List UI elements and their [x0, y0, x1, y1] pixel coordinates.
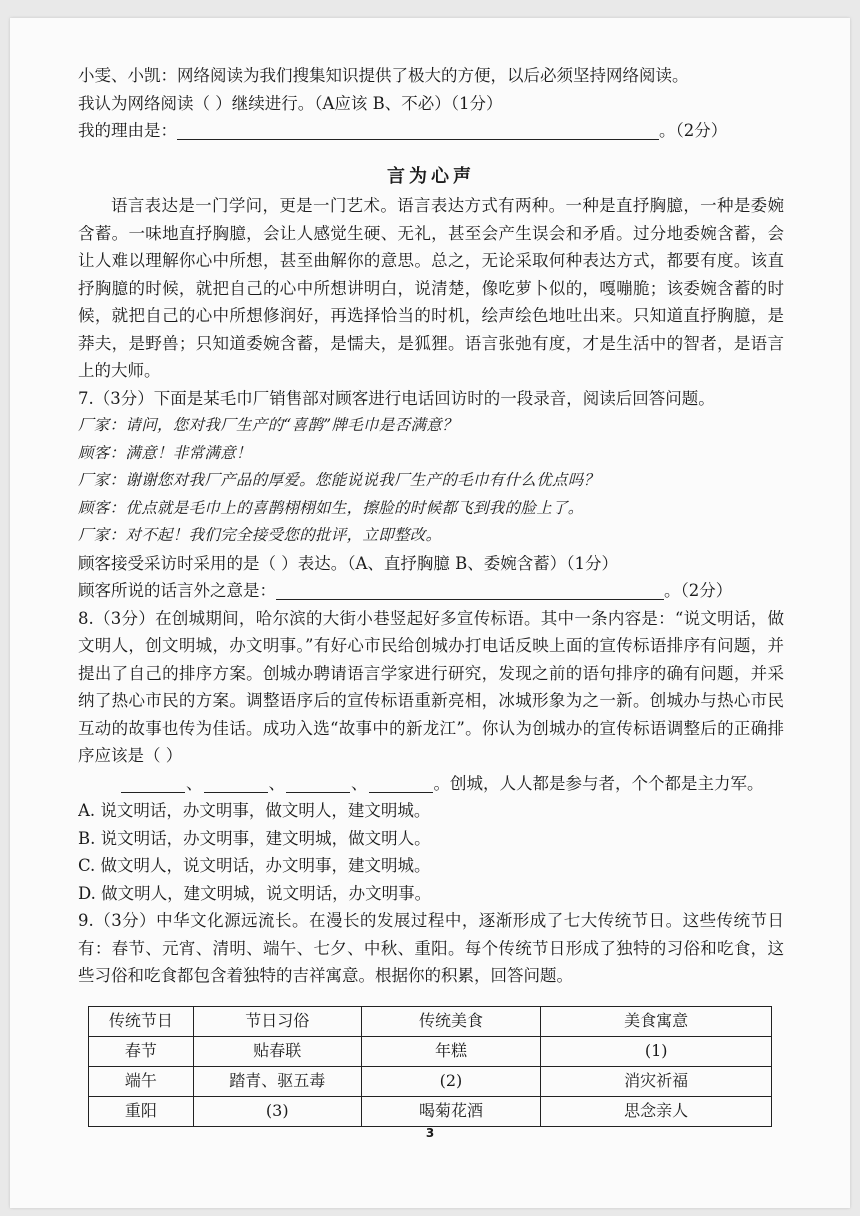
q8-option-b: B. 说文明话，办文明事，建文明城，做文明人。	[78, 828, 431, 848]
reason-label: 我的理由是：	[78, 121, 177, 140]
table-cell-answer[interactable]: (3)	[193, 1096, 361, 1126]
q8-blank[interactable]	[369, 774, 433, 793]
q7-sub2	[78, 577, 784, 605]
q8-blanks-row: 、 、 、 。创城，人人都是参与者，个个都是主力军。	[78, 770, 784, 798]
q7-sub2-label: 顾客所说的话言外之意是：	[78, 581, 276, 600]
q7-dialogue-line: 厂家：谢谢您对我厂产品的厚爱。您能说说我厂生产的毛巾有什么优点吗？	[78, 471, 600, 489]
table-cell: 端午	[89, 1066, 194, 1096]
table-cell: 春节	[89, 1036, 194, 1066]
table-cell: 思念亲人	[541, 1096, 772, 1126]
q7-sub1: 顾客接受采访时采用的是（ ）表达。（A、直抒胸臆 B、委婉含蓄）（1分）	[78, 553, 619, 573]
table-cell: 重阳	[89, 1096, 194, 1126]
table-cell: 踏青、驱五毒	[193, 1066, 361, 1096]
table-row	[89, 1036, 772, 1066]
q8-option-a: A. 说文明话，办文明事，做文明人，建文明城。	[78, 801, 431, 820]
page-number: 3	[425, 1126, 435, 1140]
q8-blank[interactable]	[286, 774, 350, 793]
table-cell: 喝菊花酒	[361, 1096, 541, 1126]
table-header-cell: 传统美食	[361, 1006, 541, 1036]
festival-table	[88, 1006, 772, 1127]
q8-blank[interactable]	[121, 774, 185, 793]
q8-blanks-suffix: 。创城，人人都是参与者，个个都是主力军。	[433, 773, 764, 793]
table-row	[89, 1066, 772, 1096]
q7-dialogue-line: 顾客：优点就是毛巾上的喜鹊栩栩如生，擦脸的时候都飞到我的脸上了。	[78, 498, 584, 517]
q9-stem: 9.（3分）中华文化源远流长。在漫长的发展过程中，逐渐形成了七大传统节日。这些传统节日有：春节、元宵、清明、端午、七夕、中秋、重阳。每个传统节日形成了独特的习俗和吃食，这些习俗和吃食都包含着独特的吉祥寓意。根据你的积累，回答问题。	[78, 911, 784, 985]
q7-dialogue-line: 顾客：满意！非常满意！	[78, 443, 252, 462]
reason-answer-blank[interactable]	[177, 121, 659, 140]
intro-line-2: 我认为网络阅读（ ）继续进行。（A应该 B、不必）（1分）	[78, 93, 503, 113]
intro-line-1: 小雯、小凯：网络阅读为我们搜集知识提供了极大的方便，以后必须坚持网络阅读。	[78, 66, 689, 85]
q8-option-c: C. 做文明人，说文明话，办文明事，建文明城。	[78, 856, 431, 875]
q8-stem: 8.（3分）在创城期间，哈尔滨的大街小巷竖起好多宣传标语。其中一条内容是：“说文明话，做文明人，创文明城，办文明事。”有好心市民给创城办打电话反映上面的宣传标语排序有问题，并提出了自己的排序方案。创城办聘请语言学家进行研究，发现之前的语句排序的确有问题，并采纳了热心市民的方案。调整语序后的宣传标语重新亮相，冰城形象为之一新。创城办与热心市民互动的故事也传为佳话。成功入选“故事中的新龙江”。你认为创城办的宣传标语调整后的正确排序应该是（ ）	[78, 608, 784, 765]
table-header-cell: 节日习俗	[193, 1006, 361, 1036]
q7-dialogue-line: 厂家：请问，您对我厂生产的“喜鹊”牌毛巾是否满意？	[78, 416, 458, 434]
table-cell-answer[interactable]: (1)	[541, 1036, 772, 1066]
q7-stem: 7.（3分）下面是某毛巾厂销售部对顾客进行电话回访时的一段录音，阅读后回答问题。	[78, 388, 715, 408]
table-cell-answer[interactable]: (2)	[361, 1066, 541, 1096]
table-cell: 年糕	[361, 1036, 541, 1066]
section-title: 言为心声	[387, 165, 475, 187]
q7-dialogue-line: 厂家：对不起！我们完全接受您的批评，立即整改。	[78, 526, 442, 544]
table-cell: 贴春联	[193, 1036, 361, 1066]
table-row	[89, 1096, 772, 1126]
table-header-cell: 传统节日	[89, 1006, 194, 1036]
reason-score: 。（2分）	[659, 121, 728, 140]
essay-paragraph: 语言表达是一门学问，更是一门艺术。语言表达方式有两种。一种是直抒胸臆，一种是委婉含蓄。一味地直抒胸臆，会让人感觉生硬、无礼，甚至会产生误会和矛盾。过分地委婉含蓄，会让人难以理解你心中所想，甚至曲解你的意思。总之，无论采取何种表达方式，都要有度。该直抒胸臆的时候，就把自己的心中所想讲明白，说清楚，像吃萝卜似的，嘎嘣脆；该委婉含蓄的时候，就把自己的心中所想修润好，再选择恰当的时机，绘声绘色地吐出来。只知道直抒胸臆，是莽夫，是野兽；只知道委婉含蓄，是懦夫，是狐狸。语言张弛有度，才是生活中的智者，是语言上的大师。	[78, 196, 784, 380]
q7-sub2-score: 。（2分）	[664, 581, 733, 600]
q7-answer-blank[interactable]	[276, 581, 664, 600]
table-header-row	[89, 1006, 772, 1036]
q8-blank[interactable]	[204, 774, 268, 793]
intro-reason-line	[78, 117, 784, 145]
exam-content	[78, 62, 784, 1127]
table-cell: 消灾祈福	[541, 1066, 772, 1096]
q8-option-d: D. 做文明人，建文明城，说文明话，办文明事。	[78, 883, 432, 903]
table-header-cell: 美食寓意	[541, 1006, 772, 1036]
